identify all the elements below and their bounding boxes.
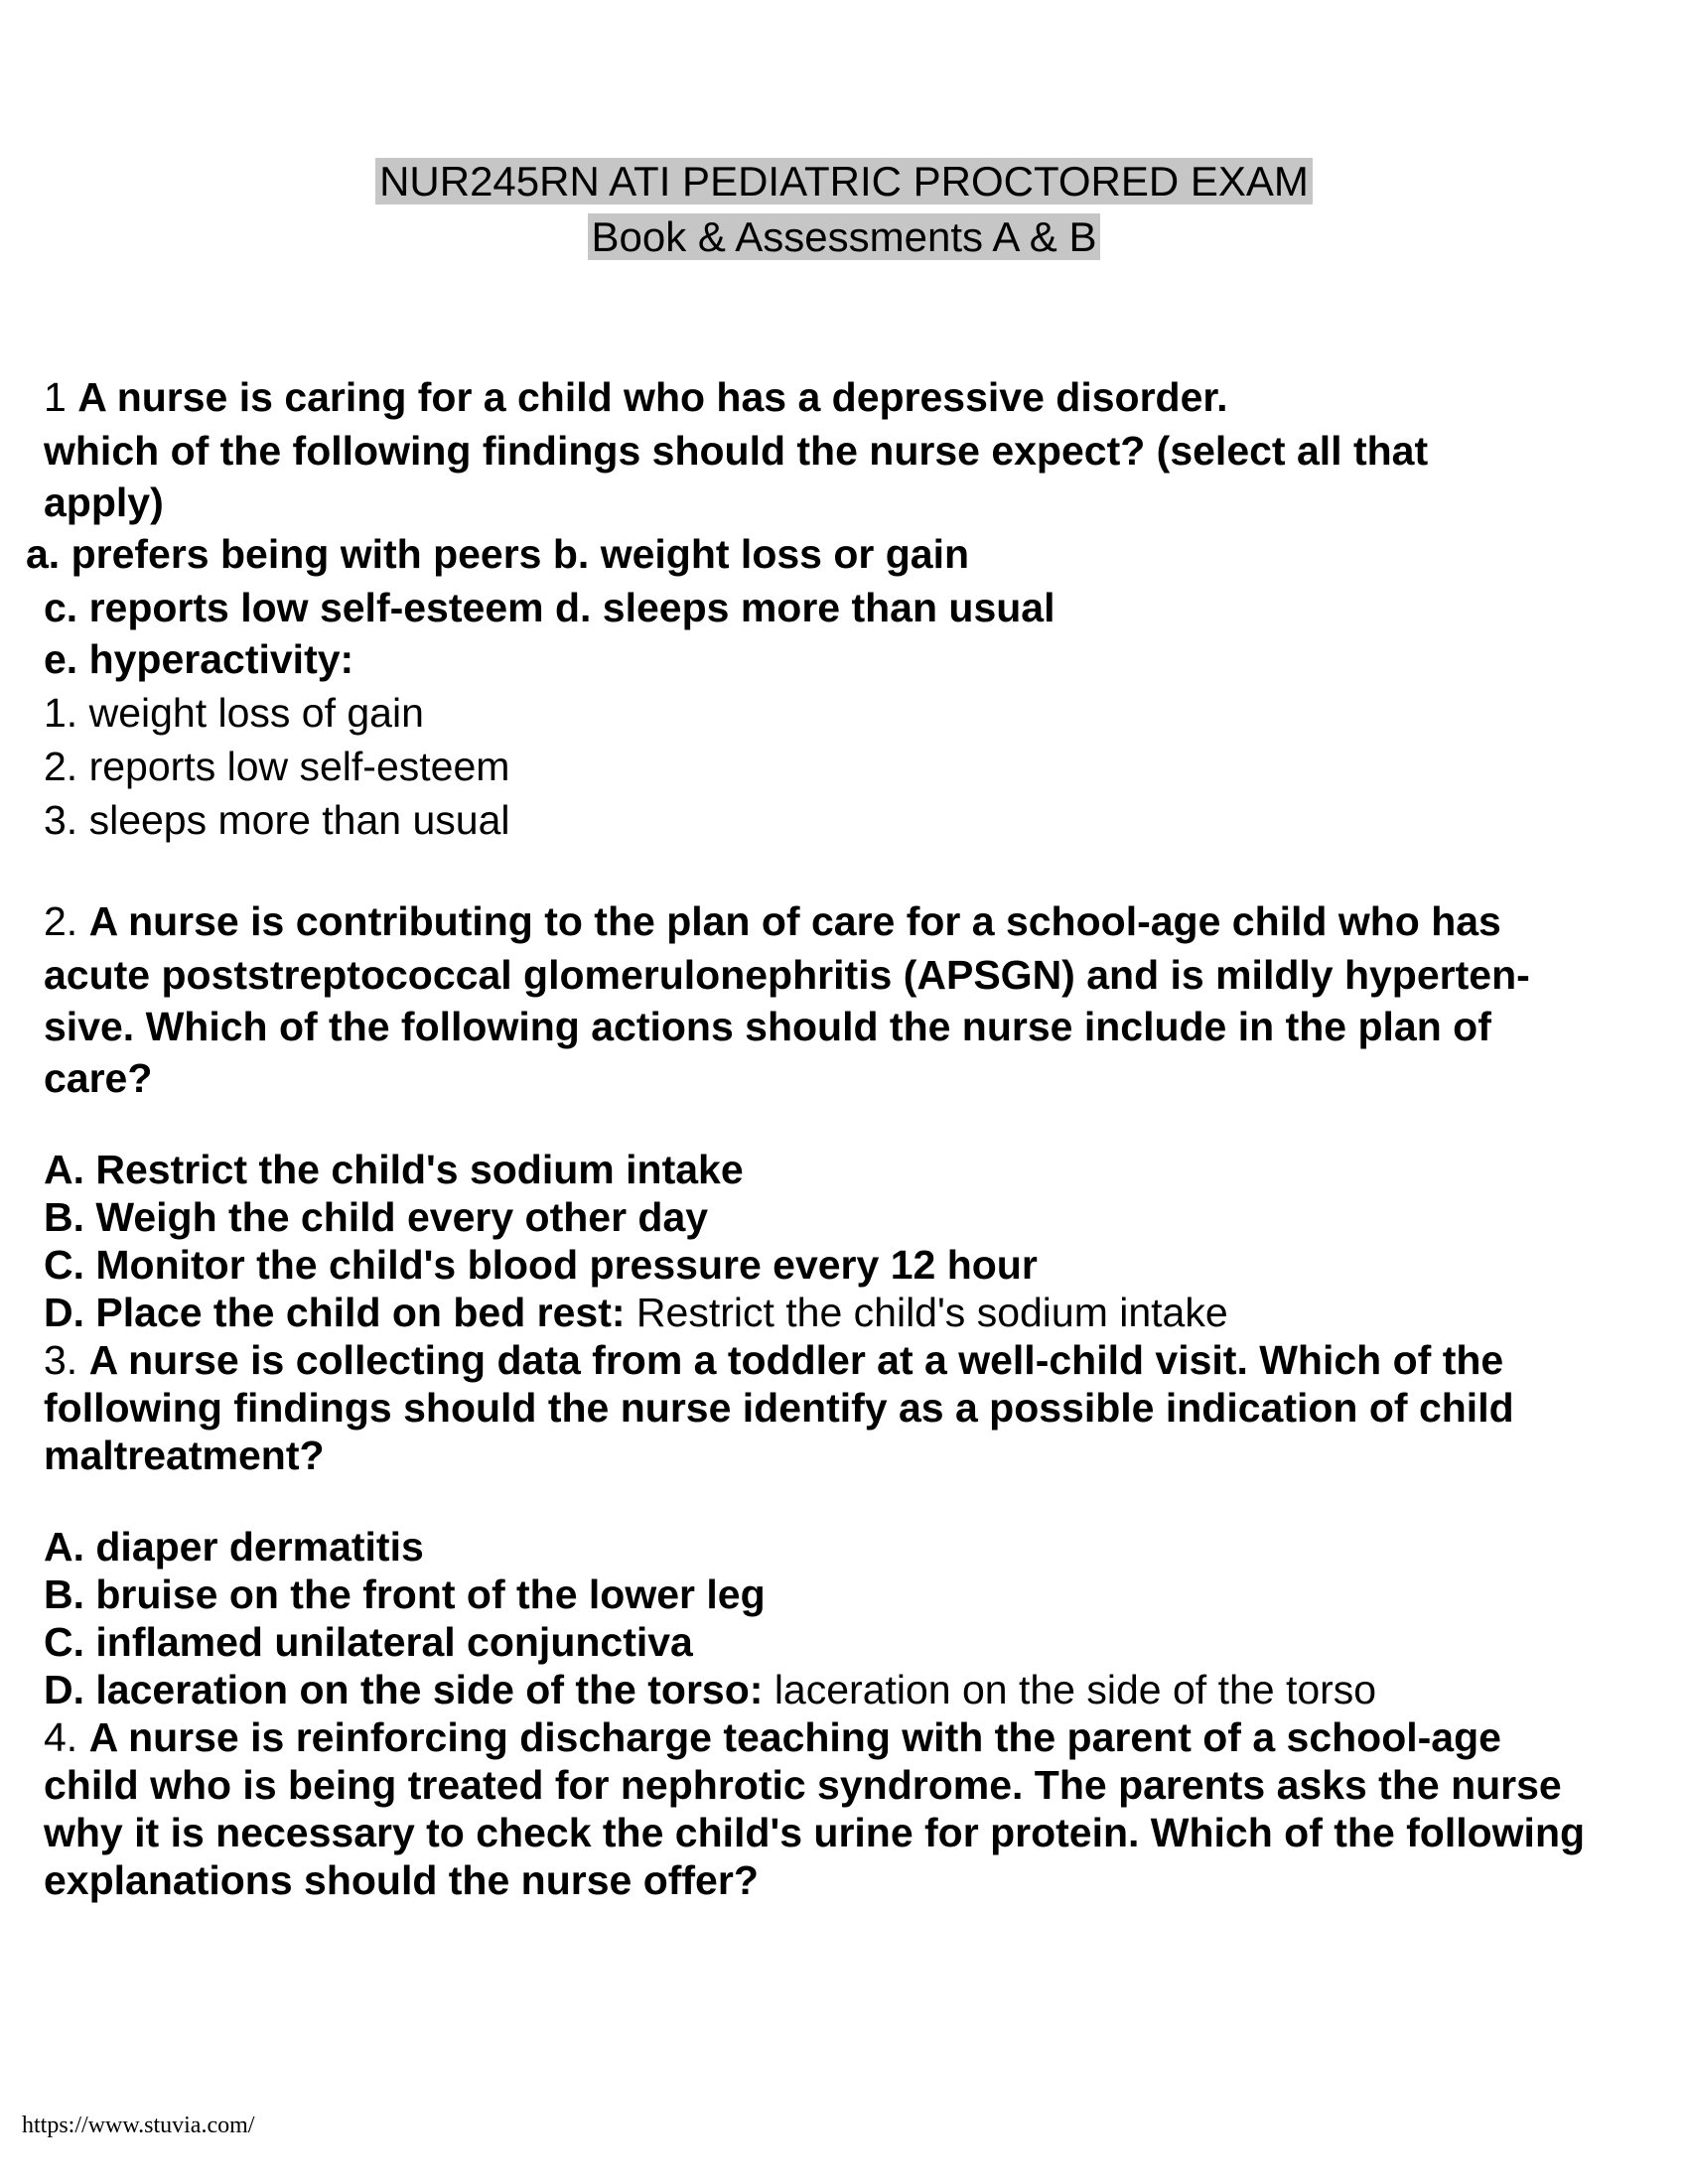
q3-option-b: B. bruise on the front of the lower leg: [44, 1571, 766, 1617]
q3-stem-line-2: following findings should the nurse identify as a possible indication of child: [44, 1385, 1514, 1431]
q1-stem-line-3: apply): [44, 479, 164, 525]
q1-options-line-3: e. hyperactivity:: [44, 636, 354, 682]
q3-option-c: C. inflamed unilateral conjunctiva: [44, 1619, 693, 1665]
q2-option-c: C. Monitor the child's blood pressure every 12 hour: [44, 1242, 1038, 1288]
q3-option-a: A. diaper dermatitis: [44, 1524, 424, 1570]
document-header: [0, 154, 1688, 265]
q1-stem-line-1: 1 A nurse is caring for a child who has a depressive disorder.: [44, 374, 1228, 420]
q4-stem-line-2: child who is being treated for nephrotic syndrome. The parents asks the nurse: [44, 1762, 1562, 1808]
q4-stem-line-4: explanations should the nurse offer?: [44, 1857, 759, 1903]
q2-number: 2.: [44, 898, 78, 944]
q4-stem-line-3: why it is necessary to check the child's urine for protein. Which of the following: [44, 1810, 1586, 1855]
q1-answer-2: 2. reports low self-esteem: [44, 744, 510, 789]
q3-answer: laceration on the side of the torso: [774, 1667, 1377, 1712]
q2-answer: Restrict the child's sodium intake: [635, 1290, 1228, 1335]
q2-stem-line-1: 2. A nurse is contributing to the plan of care for a school-age child who has: [44, 898, 1501, 944]
q1-answer-1: 1. weight loss of gain: [44, 690, 424, 736]
q4-number: 4.: [44, 1714, 78, 1760]
q2-option-b: B. Weigh the child every other day: [44, 1194, 709, 1240]
document-title: NUR245RN ATI PEDIATRIC PROCTORED EXAM: [375, 158, 1313, 205]
q1-answer-3: 3. sleeps more than usual: [44, 797, 510, 843]
q3-option-d: D. laceration on the side of the torso: laceration on the side of the torso: [44, 1667, 1377, 1712]
document-subtitle: Book & Assessments A & B: [588, 213, 1101, 260]
q3-stem-line-3: maltreatment?: [44, 1433, 325, 1478]
q2-option-a: A. Restrict the child's sodium intake: [44, 1147, 744, 1192]
q1-number: 1: [44, 374, 67, 420]
q4-stem-line-1: 4. A nurse is reinforcing discharge teaching with the parent of a school-age: [44, 1714, 1501, 1760]
q2-stem-line-2: acute poststreptococcal glomerulonephritis (APSGN) and is mildly hyperten-: [44, 952, 1530, 998]
q2-stem-line-3: sive. Which of the following actions should the nurse include in the plan of: [44, 1004, 1491, 1049]
q2-stem-line-4: care?: [44, 1055, 153, 1101]
q3-number: 3.: [44, 1337, 78, 1383]
q1-stem-line-2: which of the following findings should the nurse expect? (select all that: [44, 428, 1429, 474]
q1-options-line-1: a. prefers being with peers b. weight loss or gain: [26, 531, 970, 577]
q3-stem-line-1: 3. A nurse is collecting data from a toddler at a well-child visit. Which of the: [44, 1337, 1504, 1383]
footer-url[interactable]: https://www.stuvia.com/: [22, 2113, 255, 2138]
q2-option-d: D. Place the child on bed rest: Restrict the child's sodium intake: [44, 1290, 1228, 1335]
q1-options-line-2: c. reports low self-esteem d. sleeps more than usual: [44, 585, 1055, 630]
